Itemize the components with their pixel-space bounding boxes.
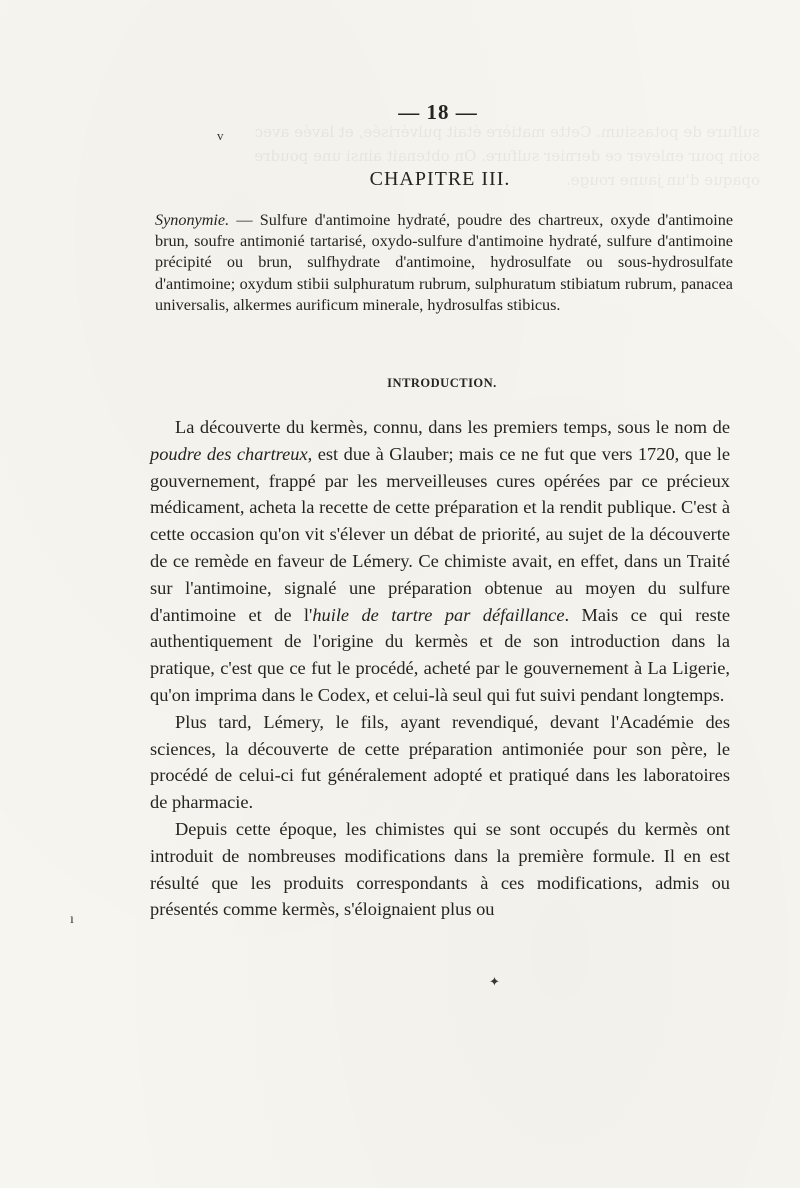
paragraph-1-italic-b: huile de tartre par défaillance bbox=[312, 604, 565, 625]
chapter-title: CHAPITRE III. bbox=[369, 168, 511, 190]
paragraph-1-italic-a: poudre des chartreux bbox=[150, 443, 308, 464]
paragraph-1-text-b: , est due à Glauber; mais ce ne fut que vers 1720, que le gouvernement, frappé par les merveilleuses cures opérées par ce précieux médicament, acheta la recette de cette préparation et la rendit publique. C'est à cette occasion qu'on vit s'élever un débat de priorité, au sujet de la découverte de ce remède en faveur de Lémery. Ce chimiste avait, en effet, dans un Traité sur l'antimoine, signalé une préparation obtenue au moyen du sulfure d'antimoine et de l' bbox=[150, 443, 730, 625]
paragraph-1 bbox=[150, 414, 730, 709]
stray-mark: v bbox=[217, 128, 224, 143]
paragraph-2: Plus tard, Lémery, le fils, ayant revendiqué, devant l'Académie des sciences, la découverte de cette préparation antimoniée pour son père, le procédé de celui-ci fut généralement adopté et pratiqué dans les laboratoires de pharmacie. bbox=[150, 711, 730, 813]
section-heading: INTRODUCTION. bbox=[387, 376, 497, 390]
stray-mark-bottom: ✦ bbox=[489, 974, 500, 989]
synonymie-label: Synonymie. bbox=[155, 211, 230, 229]
paragraph-1-text-c: . Mais ce qui reste authentiquement de l'origine du kermès et de son introduction dans la pratique, c'est que ce fut le procédé, acheté par le gouvernement à La Ligerie, qu'on imprima dans le Codex, et celui-là seul qui fut suivi pendant longtemps. bbox=[150, 604, 731, 705]
synonymie-text: Sulfure d'antimoine hydraté, poudre des chartreux, oxyde d'antimoine brun, soufre antimonié tartarisé, oxydo-sulfure d'antimoine hydraté, sulfure d'antimoine précipité ou brun, sulfhydrate d'antimoine, hydrosulfate ou sous-hydrosulfate d'antimoine; oxydum stibii sulphuratum rubrum, sulphuratum stibiatum rubrum, panacea universalis, alkermes aurificum minerale, hydrosulfas stibicus. bbox=[155, 211, 734, 314]
bleed-through-text: sulfure de potassium. Cette matière était pulvérisée, et lavée avec soin pour enlever ce dernier sulfure. On obtenait ainsi une poudre opaque d'un jaune rouge. bbox=[254, 123, 760, 189]
paragraph-3: Depuis cette époque, les chimistes qui se sont occupés du kermès ont introduit de nombreuses modifications dans la première formule. Il en est résulté que les produits correspondants à ces modifications, admis ou présentés comme kermès, s'éloignaient plus ou bbox=[150, 818, 730, 920]
paragraph-1-text-a: La découverte du kermès, connu, dans les premiers temps, sous le nom de bbox=[175, 417, 730, 437]
synonymie-block bbox=[155, 210, 733, 316]
body-text bbox=[150, 414, 730, 923]
synonymie-dash: — bbox=[229, 211, 260, 229]
page-number: — 18 — bbox=[398, 100, 478, 124]
stray-mark-margin: ı bbox=[70, 912, 74, 927]
